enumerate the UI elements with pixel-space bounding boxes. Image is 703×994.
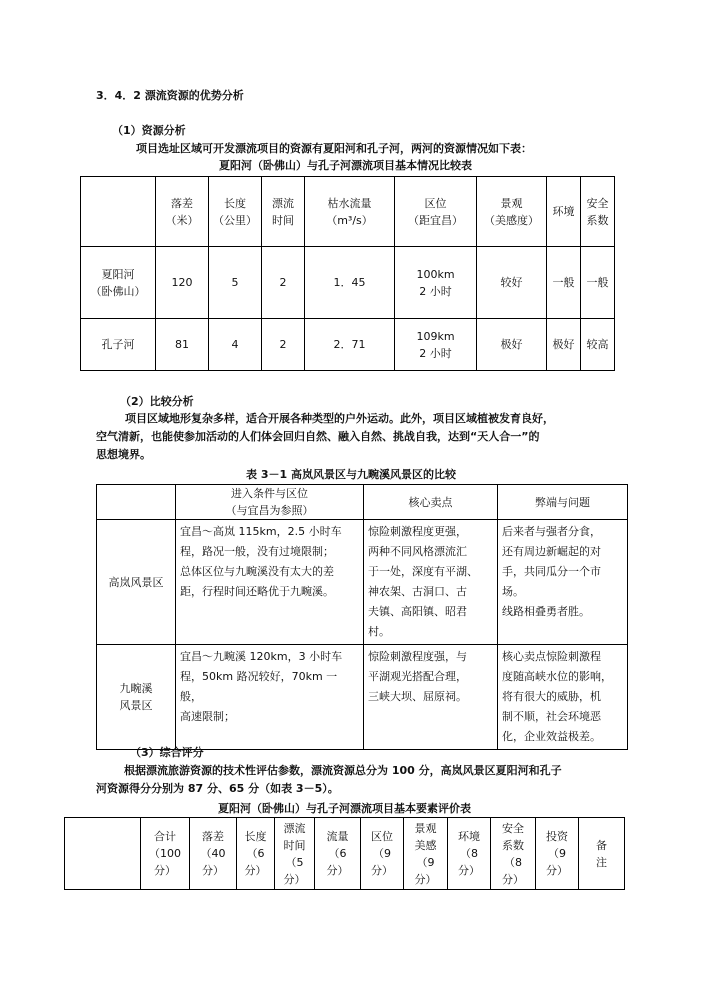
header-cell: 枯水流量 （m³/s） <box>305 177 395 247</box>
table3-title: 夏阳河（卧佛山）与孔子河漂流项目基本要素评价表 <box>218 802 471 815</box>
header-cell: 流量 （6 分） <box>315 818 361 890</box>
header-cell <box>65 818 141 890</box>
table-row <box>97 520 628 645</box>
sub1-heading: （1）资源分析 <box>112 124 186 137</box>
table2-title: 表 3－1 高岚风景区与九畹溪风景区的比较 <box>246 468 456 481</box>
drop-cell: 81 <box>156 319 209 371</box>
row-name: 高岚风景区 <box>97 520 176 645</box>
sub2-para-line3: 思想境界。 <box>96 448 151 461</box>
header-cell: 漂流 时间 <box>262 177 305 247</box>
safety-cell: 较高 <box>581 319 615 371</box>
header-cell: 长度 （公里） <box>209 177 262 247</box>
sub3-para-line1: 根据漂流旅游资源的技术性评估参数，漂流资源总分为 100 分，高岚风景区夏阳河和孔子 <box>124 764 562 777</box>
scenery-cell: 较好 <box>477 247 547 319</box>
row-name: 九畹溪 风景区 <box>97 645 176 750</box>
header-cell: 进入条件与区位 （与宜昌为参照） <box>176 485 364 520</box>
flow-cell: 2．71 <box>305 319 395 371</box>
header-cell: 合计 （100 分） <box>141 818 190 890</box>
header-cell: 区位 （距宜昌） <box>395 177 477 247</box>
issues-cell: 核心卖点惊险刺激程 度随高峡水位的影响， 将有很大的威胁，机 制不顺，社会环境恶 化，企业效益极差。 <box>498 645 628 750</box>
table-header-row <box>97 485 628 520</box>
table-row <box>97 645 628 750</box>
header-cell <box>97 485 176 520</box>
env-cell: 一般 <box>547 247 581 319</box>
header-cell: 长度 （6 分） <box>237 818 275 890</box>
location-cell: 100km 2 小时 <box>395 247 477 319</box>
table-resource-comparison <box>80 176 615 371</box>
section-heading: 3．4．2 漂流资源的优势分析 <box>96 89 244 102</box>
length-cell: 4 <box>209 319 262 371</box>
header-cell: 备 注 <box>579 818 625 890</box>
table-header-row <box>81 177 615 247</box>
time-cell: 2 <box>262 319 305 371</box>
header-cell: 区位 （9 分） <box>361 818 404 890</box>
time-cell: 2 <box>262 247 305 319</box>
row-name: 夏阳河 （卧佛山） <box>81 247 156 319</box>
scenery-cell: 极好 <box>477 319 547 371</box>
sub1-intro: 项目选址区域可开发漂流项目的资源有夏阳河和孔子河，两河的资源情况如下表： <box>136 142 532 155</box>
issues-cell: 后来者与强者分食， 还有周边新崛起的对 手，共同瓜分一个市 场。 线路相叠勇者胜。 <box>498 520 628 645</box>
selling-point-cell: 惊险刺激程度强，与 平湖观光搭配合理， 三峡大坝、屈原祠。 <box>364 645 498 750</box>
flow-cell: 1．45 <box>305 247 395 319</box>
sub3-para-line2: 河资源得分分别为 87 分、65 分（如表 3－5）。 <box>96 782 339 795</box>
table-header-row <box>65 818 625 890</box>
table1-title: 夏阳河（卧佛山）与孔子河漂流项目基本情况比较表 <box>219 159 472 172</box>
header-cell: 景观 （美感度） <box>477 177 547 247</box>
location-cell: 109km 2 小时 <box>395 319 477 371</box>
header-cell: 安全 系数 （8 分） <box>491 818 536 890</box>
env-cell: 极好 <box>547 319 581 371</box>
header-cell <box>81 177 156 247</box>
header-cell: 环境 （8 分） <box>448 818 491 890</box>
header-cell: 环境 <box>547 177 581 247</box>
safety-cell: 一般 <box>581 247 615 319</box>
header-cell: 核心卖点 <box>364 485 498 520</box>
access-cell: 宜昌～九畹溪 120km，3 小时车 程，50km 路况较好，70km 一般， 高速限制； <box>176 645 364 750</box>
length-cell: 5 <box>209 247 262 319</box>
sub3-heading: （3）综合评分 <box>130 746 204 759</box>
header-cell: 落差 （40 分） <box>190 818 237 890</box>
table-scoring <box>64 817 625 890</box>
row-name: 孔子河 <box>81 319 156 371</box>
header-cell: 安全 系数 <box>581 177 615 247</box>
sub2-para-line2: 空气清新，也能使参加活动的人们体会回归自然、融入自然、挑战自我，达到“天人合一”的 <box>96 430 540 443</box>
sub2-heading: （2）比较分析 <box>120 395 194 408</box>
drop-cell: 120 <box>156 247 209 319</box>
header-cell: 落差 （米） <box>156 177 209 247</box>
table-row <box>81 319 615 371</box>
sub2-para-line1: 项目区域地形复杂多样，适合开展各种类型的户外运动。此外，项目区域植被发育良好， <box>125 412 554 425</box>
header-cell: 景观 美感 （9 分） <box>404 818 448 890</box>
header-cell: 弊端与问题 <box>498 485 628 520</box>
header-cell: 投资 （9 分） <box>536 818 579 890</box>
access-cell: 宜昌～高岚 115km，2.5 小时车 程，路况一般，没有过境限制； 总体区位与九畹溪没有太大的差 距，行程时间还略优于九畹溪。 <box>176 520 364 645</box>
table-scenic-comparison <box>96 484 628 750</box>
header-cell: 漂流 时间 （5 分） <box>275 818 315 890</box>
selling-point-cell: 惊险刺激程度更强， 两种不同风格漂流汇 于一处，深度有平湖、 神农架、古洞口、古 夫镇、高阳镇、昭君 村。 <box>364 520 498 645</box>
table-row <box>81 247 615 319</box>
